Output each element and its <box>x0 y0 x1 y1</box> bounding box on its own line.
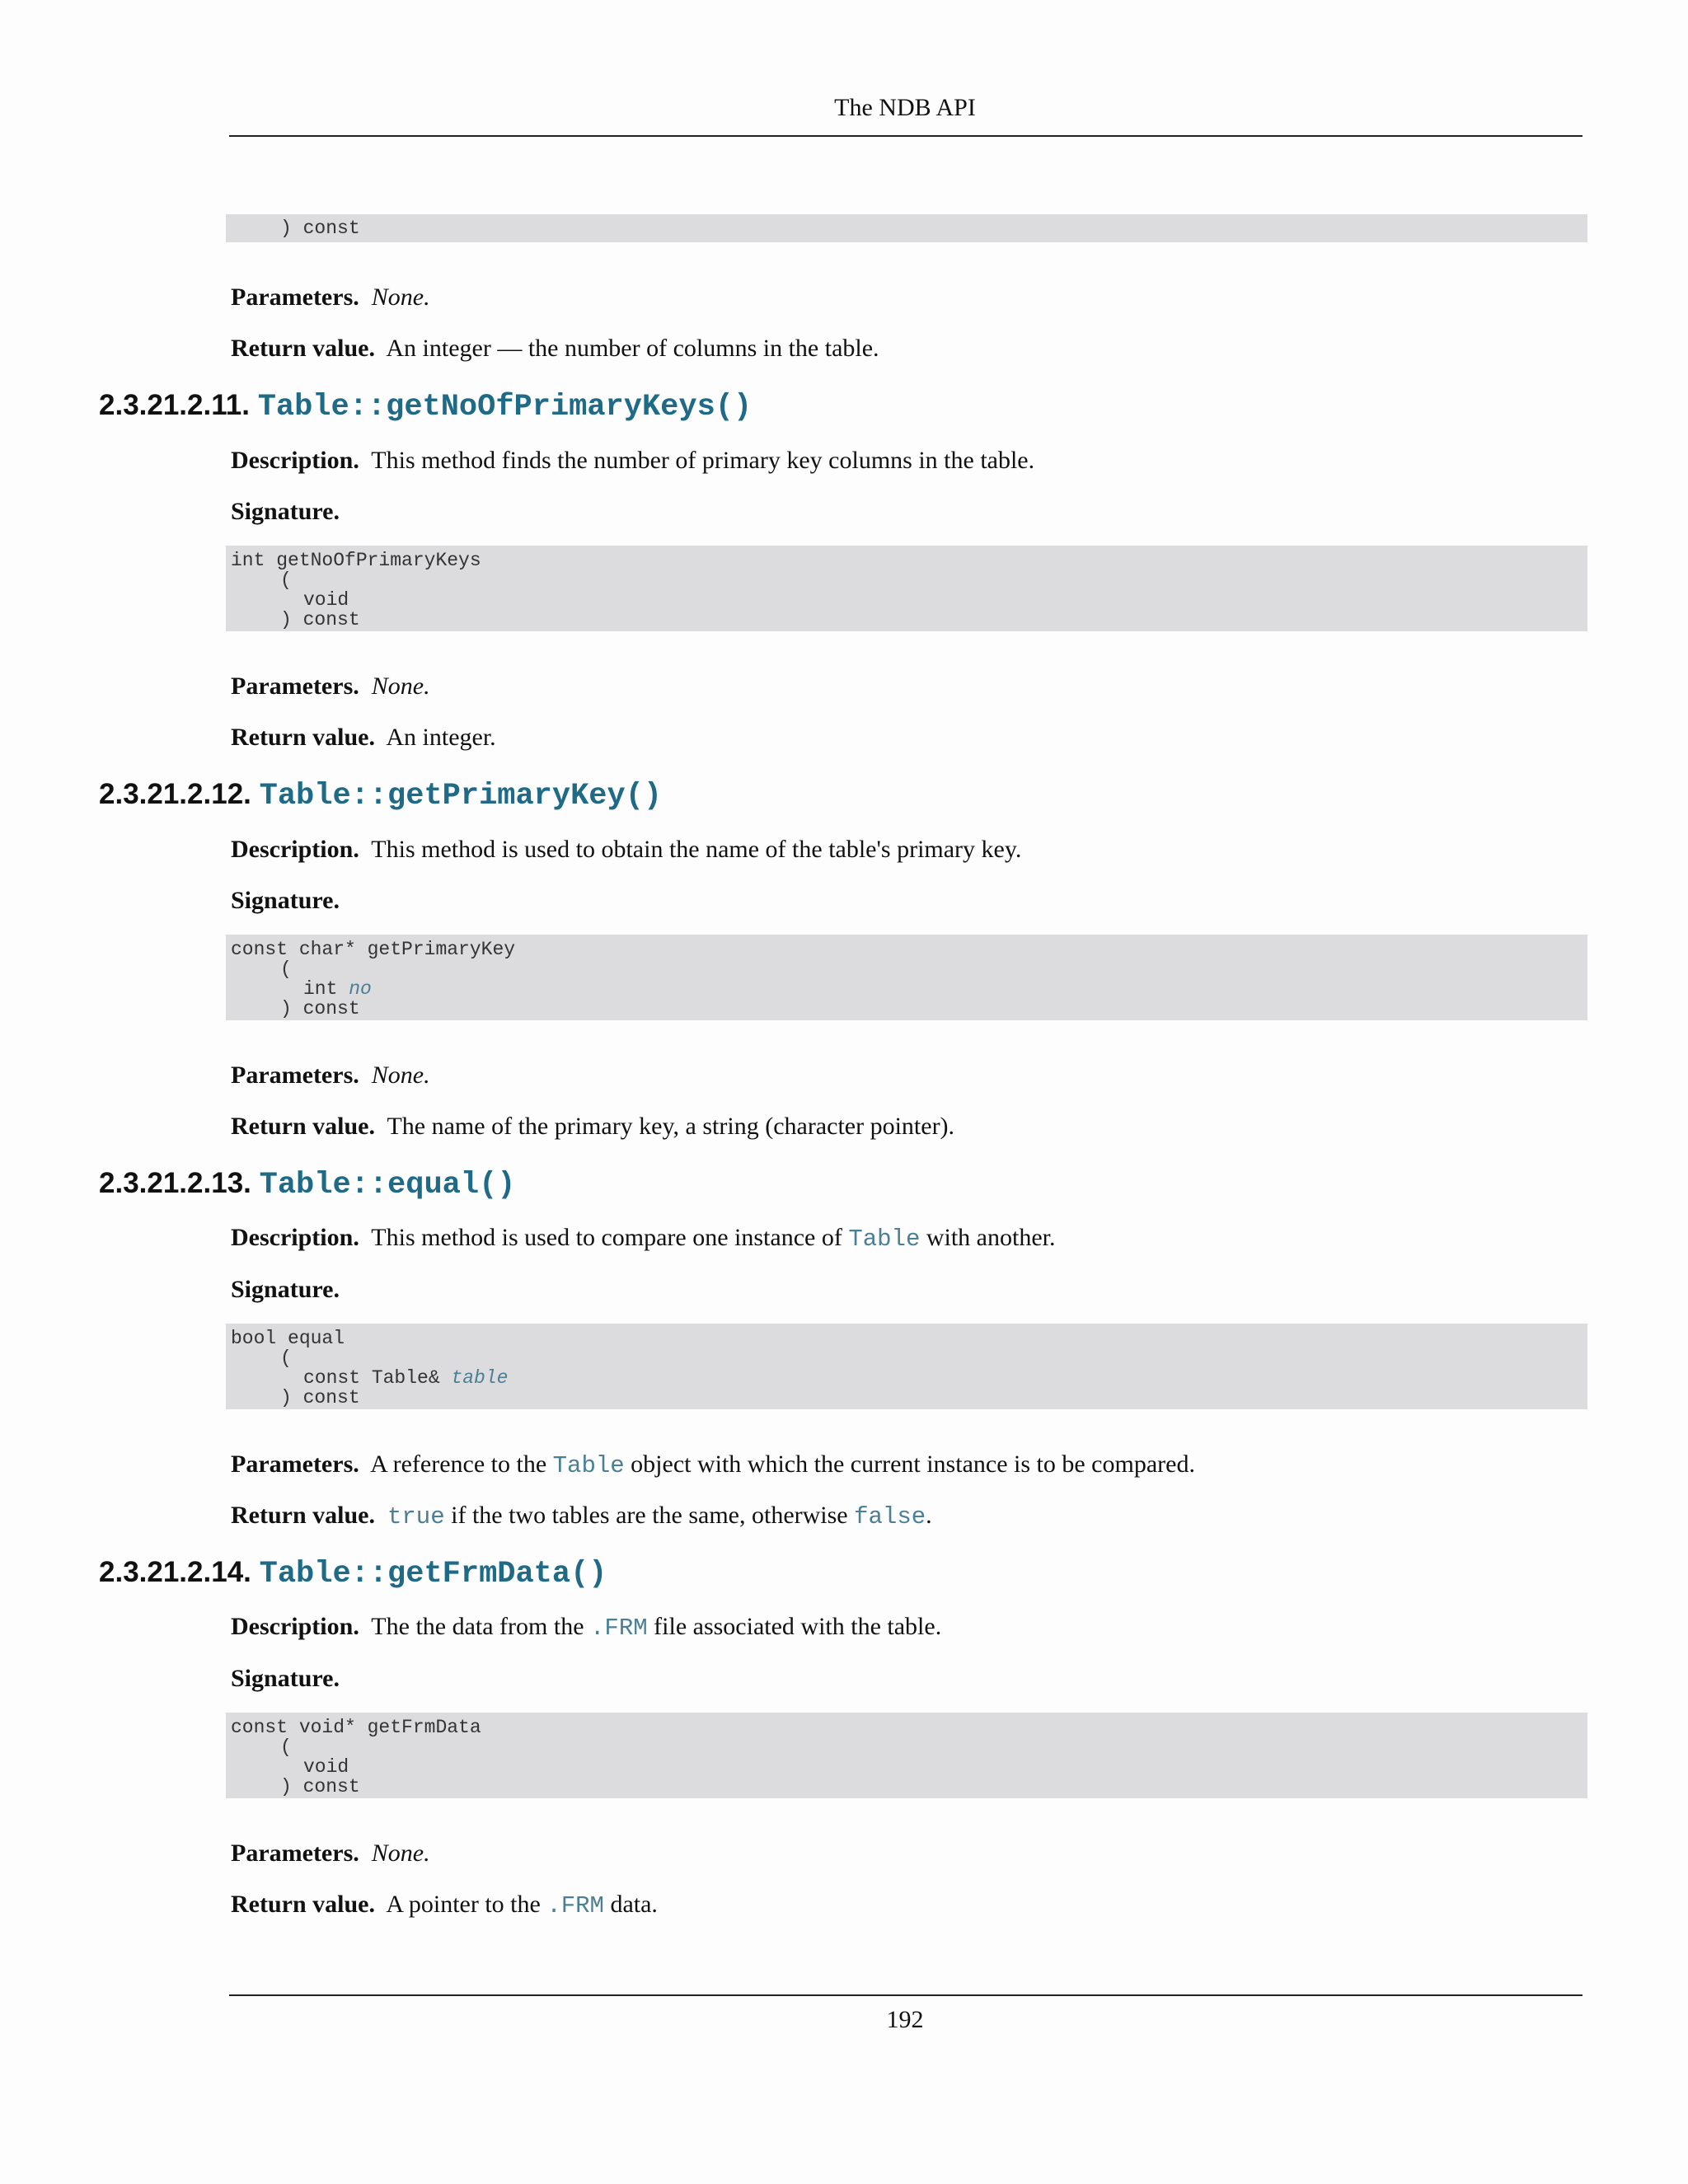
code-block-signature <box>226 935 1587 1020</box>
code-line: ) const <box>280 1776 360 1797</box>
parameters-label: Parameters. <box>231 284 359 311</box>
parameters-paragraph <box>231 1450 1195 1481</box>
parameters-label: Parameters. <box>231 1840 359 1867</box>
code-literal-true[interactable]: true <box>387 1503 445 1530</box>
return-value-label: Return value. <box>231 724 375 751</box>
section-title: Table::getFrmData() <box>259 1557 607 1591</box>
page-header-title: The NDB API <box>834 94 976 121</box>
parameters-label: Parameters. <box>231 673 359 700</box>
code-line: int <box>303 978 349 1000</box>
description-text: This method is used to compare one instance of <box>371 1224 849 1251</box>
return-value-paragraph <box>231 1501 932 1532</box>
parameters-label: Parameters. <box>231 1062 359 1089</box>
code-line: ) const <box>280 998 360 1019</box>
intro-parameters <box>231 283 430 312</box>
description-text: This method is used to obtain the name of the table's primary key. <box>371 836 1022 863</box>
section-number: 2.3.21.2.11. <box>99 389 250 421</box>
section-heading-getfrmdata <box>99 1556 607 1591</box>
parameters-paragraph <box>231 1839 430 1868</box>
code-line: ) const <box>280 609 360 630</box>
description-paragraph <box>231 835 1021 865</box>
code-param-name: no <box>349 978 372 1000</box>
return-value-text: if the two tables are the same, otherwise <box>444 1502 855 1529</box>
code-block-tail <box>226 214 1587 242</box>
parameters-text: None. <box>371 673 430 700</box>
code-line: ( <box>280 958 292 980</box>
description-label: Description. <box>231 447 359 474</box>
section-heading-getprimarykey <box>99 778 662 813</box>
code-line: ) const <box>280 218 360 239</box>
code-line: const void* getFrmData <box>231 1717 481 1738</box>
code-line: ( <box>280 569 292 591</box>
parameters-paragraph <box>231 1061 430 1090</box>
parameters-text: None. <box>371 1840 430 1867</box>
section-title: Table::getNoOfPrimaryKeys() <box>257 390 753 424</box>
section-number: 2.3.21.2.13. <box>99 1167 251 1199</box>
code-line: void <box>303 589 349 611</box>
code-literal-frm[interactable]: .FRM <box>590 1615 648 1642</box>
description-text: The the data from the <box>371 1613 591 1640</box>
code-line: bool equal <box>231 1328 345 1349</box>
return-value-paragraph <box>231 1112 954 1141</box>
return-value-text: The name of the primary key, a string (character pointer). <box>387 1113 955 1140</box>
code-param-name: table <box>451 1367 509 1389</box>
code-block-signature <box>226 1713 1587 1798</box>
description-label: Description. <box>231 836 359 863</box>
code-block-signature <box>226 1324 1587 1409</box>
parameters-text: A reference to the <box>370 1451 553 1478</box>
intro-return-value <box>231 334 879 363</box>
parameters-label: Parameters. <box>231 1451 359 1478</box>
page-number: 192 <box>886 2006 924 2033</box>
signature-label-text: Signature. <box>231 498 340 525</box>
section-title: Table::equal() <box>259 1168 516 1202</box>
description-text-end: with another. <box>920 1224 1056 1251</box>
code-line: ( <box>280 1736 292 1758</box>
code-line: ) const <box>280 1387 360 1408</box>
return-value-text-end: data. <box>603 1891 658 1918</box>
code-link-table[interactable]: Table <box>848 1226 921 1253</box>
return-value-label: Return value. <box>231 335 375 362</box>
section-number: 2.3.21.2.14. <box>99 1556 251 1588</box>
description-paragraph <box>231 446 1034 476</box>
footer-rule <box>229 1994 1582 1996</box>
code-line: const Table& <box>303 1367 452 1389</box>
section-title: Table::getPrimaryKey() <box>259 779 663 813</box>
description-paragraph <box>231 1223 1055 1254</box>
return-value-text: An integer. <box>386 724 496 751</box>
code-literal-frm[interactable]: .FRM <box>546 1892 604 1919</box>
header-rule <box>229 135 1582 137</box>
code-literal-false[interactable]: false <box>854 1503 926 1530</box>
section-number: 2.3.21.2.12. <box>99 778 251 810</box>
code-block-signature <box>226 546 1587 631</box>
return-value-label: Return value. <box>231 1502 375 1529</box>
description-label: Description. <box>231 1224 359 1251</box>
description-paragraph <box>231 1612 941 1643</box>
return-value-paragraph <box>231 1890 658 1921</box>
code-line: ( <box>280 1347 292 1369</box>
return-value-label: Return value. <box>231 1891 375 1918</box>
return-value-text: An integer — the number of columns in the table. <box>386 335 879 362</box>
return-value-text-end: . <box>926 1502 932 1529</box>
signature-label-text: Signature. <box>231 887 340 914</box>
description-text-end: file associated with the table. <box>647 1613 942 1640</box>
code-line: const char* getPrimaryKey <box>231 939 516 960</box>
section-heading-getnoofprimarykeys <box>99 389 752 424</box>
return-value-paragraph <box>231 723 496 752</box>
description-text: This method finds the number of primary key columns in the table. <box>371 447 1035 474</box>
parameters-text: None. <box>371 284 430 311</box>
parameters-paragraph <box>231 672 430 701</box>
code-link-table[interactable]: Table <box>552 1452 625 1479</box>
parameters-text: None. <box>371 1062 430 1089</box>
return-value-label: Return value. <box>231 1113 375 1140</box>
parameters-text-end: object with which the current instance is to be compared. <box>624 1451 1195 1478</box>
signature-label-text: Signature. <box>231 1665 340 1692</box>
code-line: int getNoOfPrimaryKeys <box>231 550 481 571</box>
return-value-text: A pointer to the <box>386 1891 547 1918</box>
description-label: Description. <box>231 1613 359 1640</box>
section-heading-equal <box>99 1167 515 1202</box>
code-line: void <box>303 1756 349 1778</box>
signature-label <box>231 886 340 916</box>
signature-label <box>231 497 340 527</box>
signature-label <box>231 1664 340 1694</box>
signature-label <box>231 1275 340 1305</box>
signature-label-text: Signature. <box>231 1276 340 1303</box>
